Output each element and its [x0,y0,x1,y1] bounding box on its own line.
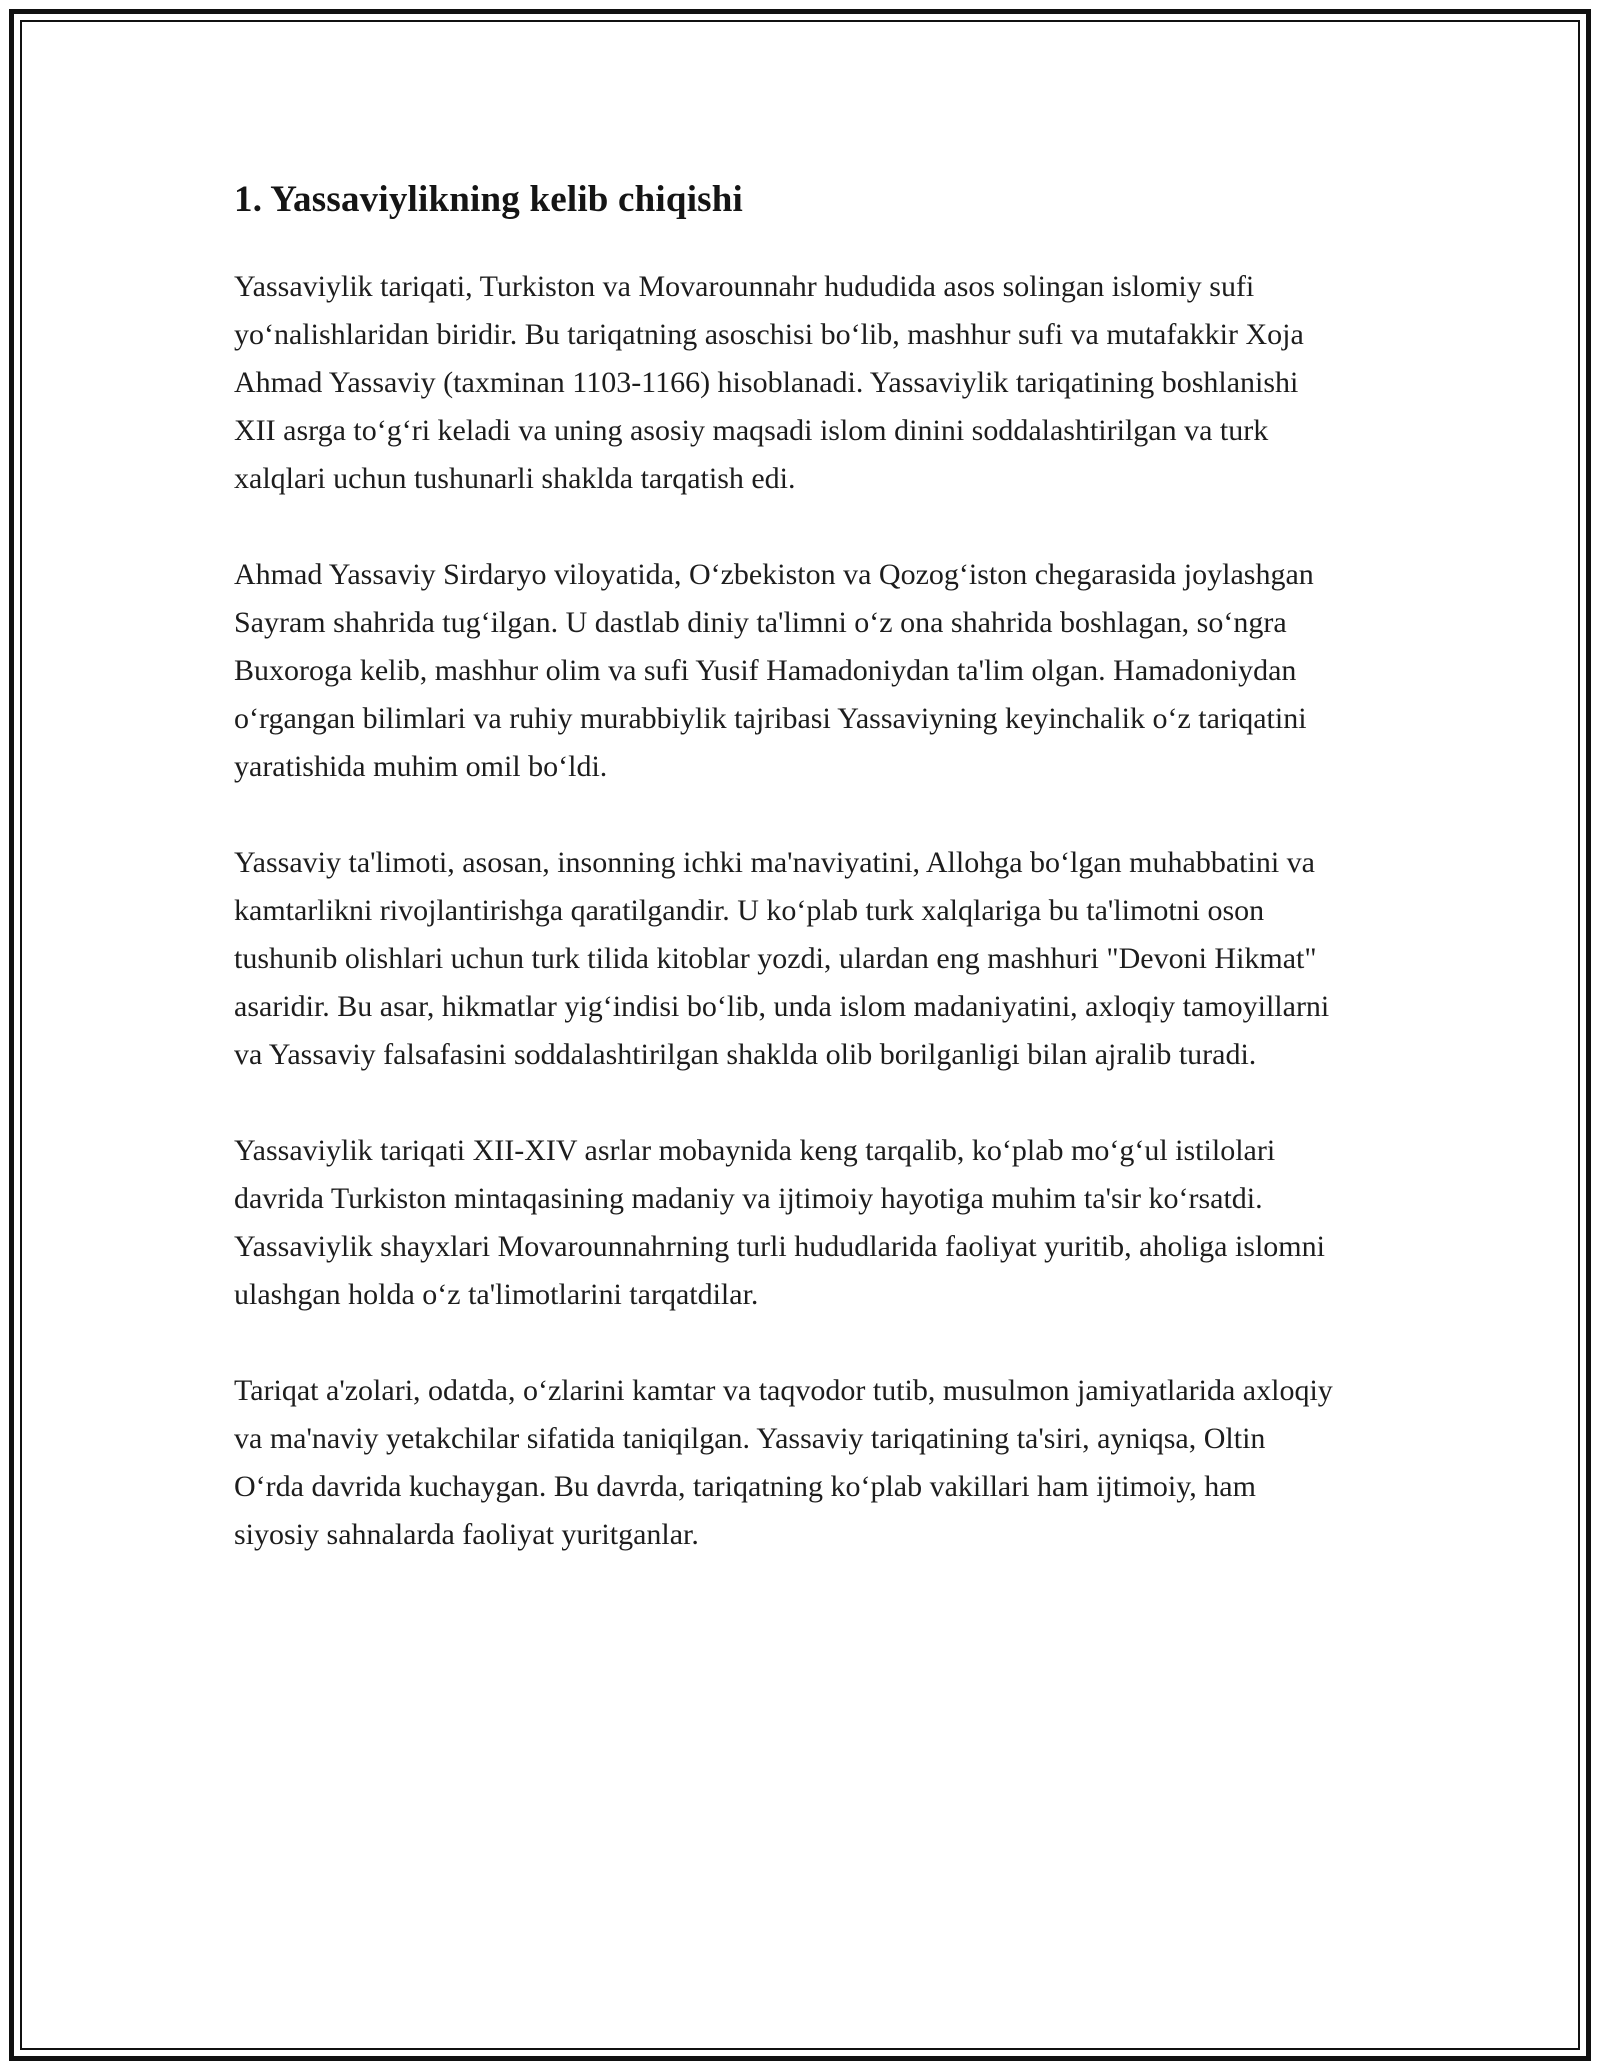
paragraph-members: Tariqat a'zolari, odatda, oʻzlarini kamtar va taqvodor tutib, musulmon jamiyatlarida axloqiy va ma'naviy yetakchilar sifatida taniqilgan. Yassaviy tariqatining ta'siri, ayniqsa, Oltin Oʻrda davrida kuchaygan. Bu davrda, tariqatning koʻplab vakillari ham ijtimoiy, ham siyosiy sahnalarda faoliyat yuritganlar. [234,1374,1333,1551]
paragraph-origin-intro: Yassaviylik tariqati, Turkiston va Movarounnahr hududida asos solingan islomiy sufi yoʻnalishlaridan biridir. Bu tariqatning asoschisi boʻlib, mashhur sufi va mutafakkir Xoja Ahmad Yassaviy (taxminan 1103-1166) hisoblanadi. Yassaviylik tariqatining boshlanishi XII asrga toʻgʻri keladi va uning asosiy maqsadi islom dinini soddalashtirilgan va turk xalqlari uchun tushunarli shaklda tarqatish edi. [234,270,1304,495]
section-heading: 1. Yassaviylikning kelib chiqishi [234,179,744,220]
paragraph-spread: Yassaviylik tariqati XII-XIV asrlar mobaynida keng tarqalib, koʻplab moʻgʻul istilolari davrida Turkiston mintaqasining madaniy va ijtimoiy hayotiga muhim ta'sir koʻrsatdi. Yassaviylik shayxlari Movarounnahrning turli hududlarida faoliyat yuritib, aholiga islomni ulashgan holda oʻz ta'limotlarini tarqatdilar. [234,1134,1325,1311]
paragraph-biography: Ahmad Yassaviy Sirdaryo viloyatida, Oʻzbekiston va Qozogʻiston chegarasida joylashgan Sayram shahrida tugʻilgan. U dastlab diniy ta'limni oʻz ona shahrida boshlagan, soʻngra Buxoroga kelib, mashhur olim va sufi Yusif Hamadoniydan ta'lim olgan. Hamadoniydan oʻrgangan bilimlari va ruhiy murabbiylik tajribasi Yassaviyning keyinchalik oʻz tariqatini yaratishida muhim omil boʻldi. [234,558,1314,783]
paragraph-teachings: Yassaviy ta'limoti, asosan, insonning ichki ma'naviyatini, Allohga boʻlgan muhabbatini va kamtarlikni rivojlantirishga qaratilgandir. U koʻplab turk xalqlariga bu ta'limotni oson tushunib olishlari uchun turk tilida kitoblar yozdi, ulardan eng mashhuri "Devoni Hikmat" asaridir. Bu asar, hikmatlar yigʻindisi boʻlib, unda islom madaniyatini, axloqiy tamoyillarni va Yassaviy falsafasini soddalashtirilgan shaklda olib borilganligi bilan ajralib turadi. [234,846,1330,1071]
document-body [234,178,1339,1607]
